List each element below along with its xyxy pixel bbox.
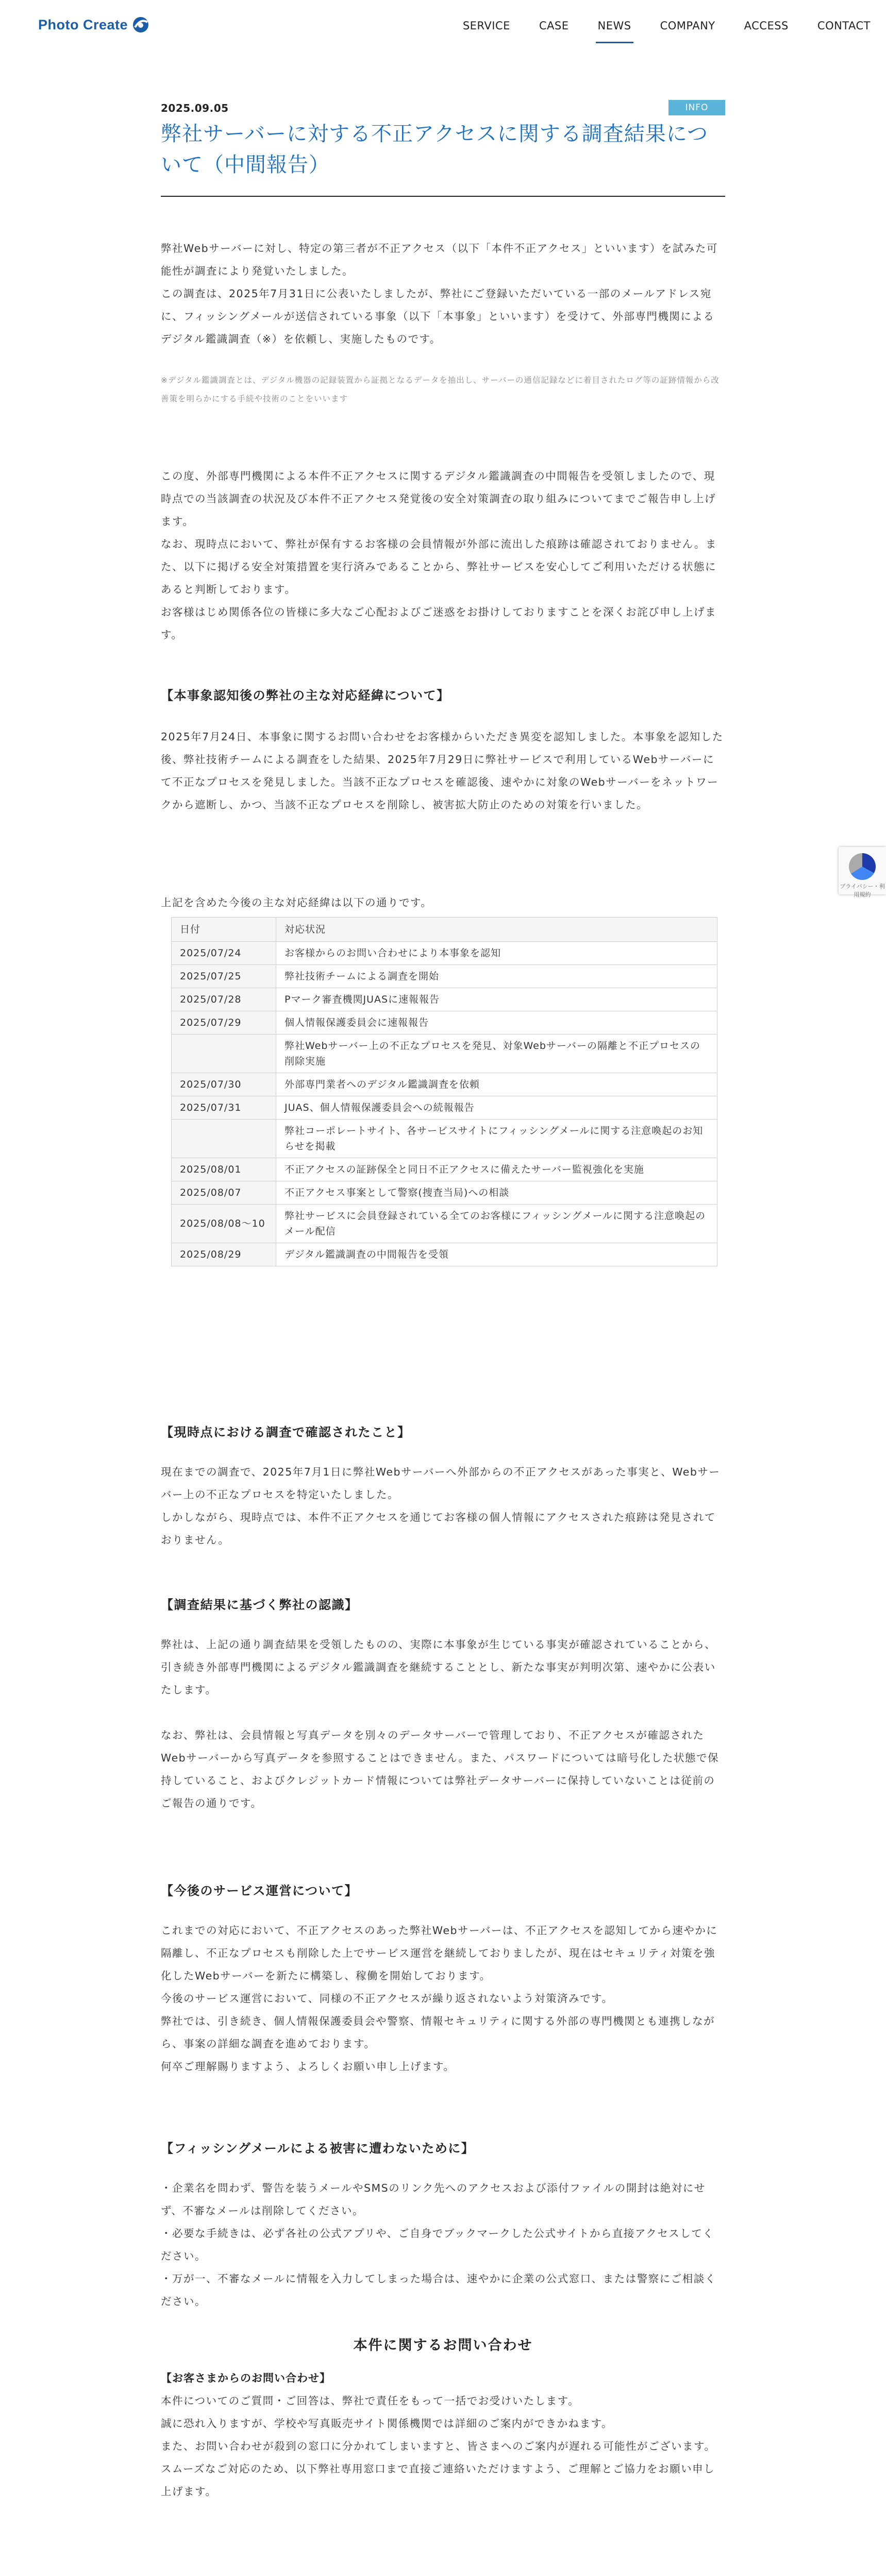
status-paragraph: なお、現時点において、弊社が保有するお客様の会員情報が外部に流出した痕跡は確認されておりません。また、以下に掲げる安全対策措置を実行済みであることから、弊社サービスを安心してご利用いただける状態にあると判断しております。 <box>161 538 717 596</box>
table-cell-date <box>172 1035 276 1073</box>
section-paragraph: ・万が一、不審なメールに情報を入力してしまった場合は、速やかに企業の公式窓口、または警察にご相談ください。 <box>161 2273 716 2308</box>
section-paragraph: 弊社では、引き続き、個人情報保護委員会や警察、情報セキュリティに関する外部の専門機関とも連携しながら、事案の詳細な調査を進めております。 <box>161 2015 715 2050</box>
table-intro-block <box>161 891 725 914</box>
table-row <box>172 942 717 965</box>
table-cell-date: 2025/07/24 <box>172 942 276 965</box>
table-cell-date: 2025/07/25 <box>172 965 276 988</box>
section-findings-body <box>161 1461 725 1551</box>
section-heading: 【本事象認知後の弊社の主な対応経緯について】 <box>161 688 450 703</box>
table-cell-status: 個人情報保護委員会に速報報告 <box>276 1011 717 1035</box>
table-cell-date: 2025/08/01 <box>172 1158 276 1181</box>
table-row <box>172 988 717 1011</box>
logo-mark-icon <box>131 16 151 33</box>
article-title: 弊社サーバーに対する不正アクセスに関する調査結果について（中間報告） <box>161 118 725 197</box>
section-heading: 【フィッシングメールによる被害に遭わないために】 <box>161 2141 475 2156</box>
site-logo[interactable] <box>38 14 151 35</box>
table-intro: 上記を含めた今後の主な対応経緯は以下の通りです。 <box>161 896 432 909</box>
status-paragraph: この度、外部専門機関による本件不正アクセスに関するデジタル鑑識調査の中間報告を受領しましたので、現時点での当該調査の状況及び本件不正アクセス発覚後の安全対策調査の取り組みについてまでご報告申し上げます。 <box>161 470 716 528</box>
customer-inquiry-heading: 【お客さまからのお問い合わせ】 <box>161 2372 331 2384</box>
section-paragraph: しかしながら、現時点では、本件不正アクセスを通じてお客様の個人情報にアクセスされた痕跡は発見されておりません。 <box>161 1511 716 1546</box>
inquiry-section <box>161 2334 725 2354</box>
customer-inquiry-body <box>161 2389 725 2503</box>
table-cell-status: Pマーク審査機関JUASに速報報告 <box>276 988 717 1011</box>
category-badge: INFO <box>668 100 725 115</box>
intro-block <box>161 237 725 350</box>
table-row <box>172 1073 717 1096</box>
table-cell-status: デジタル鑑識調査の中間報告を受領 <box>276 1243 717 1266</box>
table-row <box>172 1011 717 1035</box>
nav-service[interactable]: SERVICE <box>462 20 510 32</box>
table-cell-date: 2025/07/28 <box>172 988 276 1011</box>
nav-contact[interactable]: CONTACT <box>817 20 871 32</box>
table-cell-status: 弊社技術チームによる調査を開始 <box>276 965 717 988</box>
section-service-operation <box>161 1880 725 1899</box>
section-recognition-body <box>161 1633 725 1815</box>
recaptcha-badge[interactable] <box>839 847 886 898</box>
section-paragraph: ・必要な手続きは、必ず各社の公式アプリや、ご自身でブックマークした公式サイトから直接アクセスしてください。 <box>161 2227 714 2262</box>
intro-paragraph: 弊社Webサーバーに対し、特定の第三者が不正アクセス（以下「本件不正アクセス」といいます）を試みた可能性が調査により発覚いたしました。 <box>161 242 718 277</box>
section-paragraph: 何卒ご理解賜りますよう、よろしくお願い申し上げます。 <box>161 2060 455 2073</box>
table-cell-status: 弊社コーポレートサイト、各サービスサイトにフィッシングメールに関する注意喚起のお知らせを掲載 <box>276 1120 717 1158</box>
table-row <box>172 1120 717 1158</box>
site-header <box>0 0 886 49</box>
table-cell-status: 弊社Webサーバー上の不正なプロセスを発見、対象Webサーバーの隔離と不正プロセスの削除実施 <box>276 1035 717 1073</box>
table-row <box>172 1158 717 1181</box>
table-header-status: 対応状況 <box>276 918 717 942</box>
section-heading: 【調査結果に基づく弊社の認識】 <box>161 1598 358 1612</box>
table-row <box>172 1181 717 1205</box>
inquiry-heading: 本件に関するお問い合わせ <box>353 2337 533 2353</box>
article-date: 2025.09.05 <box>161 102 229 114</box>
table-cell-status: 不正アクセス事案として警察(捜査当局)への相談 <box>276 1181 717 1205</box>
table-cell-status: 外部専門業者へのデジタル鑑識調査を依頼 <box>276 1073 717 1096</box>
table-cell-date: 2025/07/31 <box>172 1096 276 1120</box>
section-paragraph: 弊社は、上記の通り調査結果を受領したものの、実際に本事象が生じている事実が確認されていることから、引き続き外部専門機関によるデジタル鑑識調査を継続することとし、新たな事実が判明次第、速やかに公表いたします。 <box>161 1638 716 1696</box>
table-header-date: 日付 <box>172 918 276 942</box>
table-row <box>172 965 717 988</box>
footnote-block <box>161 371 725 408</box>
section-phishing <box>161 2138 725 2156</box>
inquiry-paragraph: スムーズなご対応のため、以下弊社専用窓口まで直接ご連絡いただけますよう、ご理解とご協力をお願い申し上げます。 <box>161 2463 715 2498</box>
nav-case[interactable]: CASE <box>539 20 569 32</box>
section-phishing-body <box>161 2177 725 2313</box>
intro-paragraph: この調査は、2025年7月31日に公表いたしましたが、弊社にご登録いただいている一部のメールアドレス宛に、フィッシングメールが送信されている事象（以下「本事象」といいます）を受けて、外部専門機関によるデジタル鑑識調査（※）を依頼し、実施したものです。 <box>161 287 715 345</box>
table-row <box>172 1035 717 1073</box>
logo-text: Photo Create <box>38 16 128 32</box>
table-cell-status: お客様からのお問い合わせにより本事象を認知 <box>276 942 717 965</box>
table-cell-date: 2025/07/30 <box>172 1073 276 1096</box>
section-paragraph: なお、弊社は、会員情報と写真データを別々のデータサーバーで管理しており、不正アクセスが確認されたWebサーバーから写真データを参照することはできません。また、パスワードについては暗号化した状態で保持していること、およびクレジットカード情報については弊社データサーバーに保持していないことは従前のご報告の通りです。 <box>161 1729 719 1809</box>
recaptcha-label[interactable]: プライバシー・利用規約 <box>840 883 885 898</box>
table-cell-date: 2025/07/29 <box>172 1011 276 1035</box>
table-row <box>172 1205 717 1243</box>
section-response-history <box>161 685 725 703</box>
footnote: ※デジタル鑑識調査とは、デジタル機器の記録装置から証拠となるデータを抽出し、サーバーの通信記録などに着目されたログ等の証跡情報から改善策を明らかにする手続や技術のことをいいます <box>161 376 720 403</box>
status-paragraph: お客様はじめ関係各位の皆様に多大なご心配およびご迷惑をお掛けしておりますことを深くお詫び申し上げます。 <box>161 606 716 641</box>
status-block <box>161 465 725 646</box>
section-response-body <box>161 725 725 816</box>
table-cell-status: 弊社サービスに会員登録されている全てのお客様にフィッシングメールに関する注意喚起のメール配信 <box>276 1205 717 1243</box>
nav-access[interactable]: ACCESS <box>744 20 789 32</box>
table-cell-date: 2025/08/07 <box>172 1181 276 1205</box>
recaptcha-icon <box>849 853 876 880</box>
table-cell-date: 2025/08/08〜10 <box>172 1205 276 1243</box>
section-recognition <box>161 1595 725 1613</box>
table-cell-date: 2025/08/29 <box>172 1243 276 1266</box>
customer-inquiry <box>161 2370 725 2385</box>
nav-news[interactable]: NEWS <box>597 20 631 32</box>
section-paragraph: 2025年7月24日、本事象に関するお問い合わせをお客様からいただき異変を認知しました。本事象を認知した後、弊社技術チームによる調査をした結果、2025年7月29日に弊社サービスで利用しているWebサーバーにて不正なプロセスを発見しました。当該不正なプロセスを確認後、速やかに対象のWebサーバーをネットワークから遮断し、かつ、当該不正なプロセスを削除し、被害拡大防止のための対策を行いました。 <box>161 731 724 811</box>
section-paragraph: 今後のサービス運営において、同様の不正アクセスが繰り返されないよう対策済みです。 <box>161 1992 613 2005</box>
inquiry-paragraph: 本件についてのご質問・ご回答は、弊社で責任をもって一括でお受けいたします。 <box>161 2395 579 2407</box>
section-paragraph: 現在までの調査で、2025年7月1日に弊社Webサーバーへ外部からの不正アクセスがあった事実と、Webサーバー上の不正なプロセスを特定いたしました。 <box>161 1466 721 1501</box>
section-findings <box>161 1422 725 1440</box>
table-cell-status: JUAS、個人情報保護委員会への続報報告 <box>276 1096 717 1120</box>
table-cell-status: 不正アクセスの証跡保全と同日不正アクセスに備えたサーバー監視強化を実施 <box>276 1158 717 1181</box>
article-meta <box>161 98 725 118</box>
section-service-body <box>161 1919 725 2078</box>
table-row <box>172 1096 717 1120</box>
table-cell-date <box>172 1120 276 1158</box>
nav-company[interactable]: COMPANY <box>660 20 715 32</box>
section-paragraph: ・企業名を問わず、警告を装うメールやSMSのリンク先へのアクセスおよび添付ファイルの開封は絶対にせず、不審なメールは削除してください。 <box>161 2182 706 2217</box>
section-paragraph: これまでの対応において、不正アクセスのあった弊社Webサーバーは、不正アクセスを認知してから速やかに隔離し、不正なプロセスも削除した上でサービス運営を継続しておりましたが、現在はセキュリティ対策を強化したWebサーバーを新たに構築し、稼働を開始しております。 <box>161 1924 718 1982</box>
section-heading: 【今後のサービス運営について】 <box>161 1884 358 1898</box>
inquiry-paragraph: また、お問い合わせが殺到の窓口に分かれてしまいますと、皆さまへのご案内が遅れる可能性がございます。 <box>161 2440 716 2452</box>
news-article <box>161 98 725 2498</box>
inquiry-paragraph: 誠に恐れ入りますが、学校や写真販売サイト関係機関では詳細のご案内ができかねます。 <box>161 2417 613 2430</box>
response-timeline-table <box>171 917 717 1266</box>
main-nav <box>434 20 871 32</box>
table-row <box>172 1243 717 1266</box>
section-heading: 【現時点における調査で確認されたこと】 <box>161 1425 411 1439</box>
